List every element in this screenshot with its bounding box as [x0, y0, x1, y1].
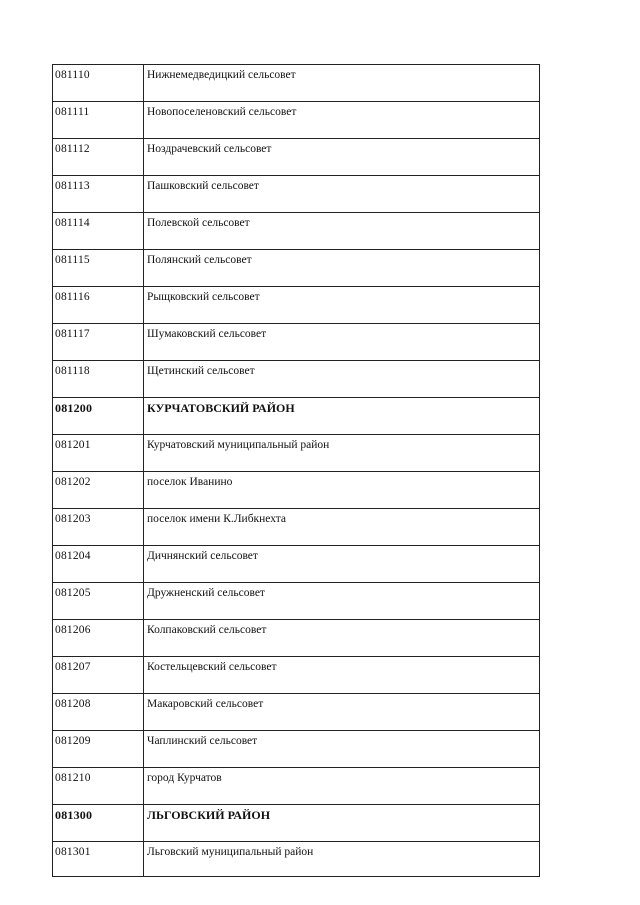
code-cell: 081203 — [53, 509, 144, 546]
code-cell: 081117 — [53, 324, 144, 361]
table-row — [53, 287, 540, 324]
table-row — [53, 139, 540, 176]
name-cell: Курчатовский муниципальный район — [144, 435, 540, 472]
table-row — [53, 509, 540, 546]
name-cell: Пашковский сельсовет — [144, 176, 540, 213]
name-cell: Полевской сельсовет — [144, 213, 540, 250]
name-cell: ЛЬГОВСКИЙ РАЙОН — [144, 805, 540, 842]
name-cell: Полянский сельсовет — [144, 250, 540, 287]
name-cell: Льговский муниципальный район — [144, 842, 540, 877]
table-row — [53, 694, 540, 731]
name-cell: поселок имени К.Либкнехта — [144, 509, 540, 546]
name-cell: Колпаковский сельсовет — [144, 620, 540, 657]
code-cell: 081301 — [53, 842, 144, 877]
table-row — [53, 546, 540, 583]
name-cell: Ноздрачевский сельсовет — [144, 139, 540, 176]
code-cell: 081202 — [53, 472, 144, 509]
table-row — [53, 842, 540, 877]
code-cell: 081207 — [53, 657, 144, 694]
code-cell: 081201 — [53, 435, 144, 472]
code-cell: 081115 — [53, 250, 144, 287]
table-row — [53, 176, 540, 213]
code-cell: 081210 — [53, 768, 144, 805]
code-cell: 081200 — [53, 398, 144, 435]
table-row — [53, 472, 540, 509]
code-cell: 081208 — [53, 694, 144, 731]
name-cell: Новопоселеновский сельсовет — [144, 102, 540, 139]
code-cell: 081204 — [53, 546, 144, 583]
code-cell: 081113 — [53, 176, 144, 213]
table-row — [53, 324, 540, 361]
table-row — [53, 583, 540, 620]
table-row — [53, 102, 540, 139]
code-cell: 081116 — [53, 287, 144, 324]
code-cell: 081114 — [53, 213, 144, 250]
name-cell: поселок Иванино — [144, 472, 540, 509]
district-heading-row — [53, 805, 540, 842]
table-row — [53, 213, 540, 250]
name-cell: Щетинский сельсовет — [144, 361, 540, 398]
name-cell: Чаплинский сельсовет — [144, 731, 540, 768]
table-row — [53, 250, 540, 287]
name-cell: КУРЧАТОВСКИЙ РАЙОН — [144, 398, 540, 435]
district-heading-row — [53, 398, 540, 435]
table-row — [53, 361, 540, 398]
code-cell: 081300 — [53, 805, 144, 842]
table-row — [53, 768, 540, 805]
table-row — [53, 65, 540, 102]
code-cell: 081111 — [53, 102, 144, 139]
code-cell: 081112 — [53, 139, 144, 176]
code-cell: 081205 — [53, 583, 144, 620]
code-cell: 081206 — [53, 620, 144, 657]
table-body — [53, 65, 540, 877]
code-cell: 081118 — [53, 361, 144, 398]
name-cell: город Курчатов — [144, 768, 540, 805]
code-cell: 081110 — [53, 65, 144, 102]
name-cell: Рыщковский сельсовет — [144, 287, 540, 324]
name-cell: Костельцевский сельсовет — [144, 657, 540, 694]
municipality-code-table — [52, 64, 540, 877]
name-cell: Дружненский сельсовет — [144, 583, 540, 620]
name-cell: Шумаковский сельсовет — [144, 324, 540, 361]
name-cell: Макаровский сельсовет — [144, 694, 540, 731]
table-row — [53, 731, 540, 768]
table-row — [53, 657, 540, 694]
table-row — [53, 435, 540, 472]
code-cell: 081209 — [53, 731, 144, 768]
table-row — [53, 620, 540, 657]
name-cell: Нижнемедведицкий сельсовет — [144, 65, 540, 102]
name-cell: Дичнянский сельсовет — [144, 546, 540, 583]
